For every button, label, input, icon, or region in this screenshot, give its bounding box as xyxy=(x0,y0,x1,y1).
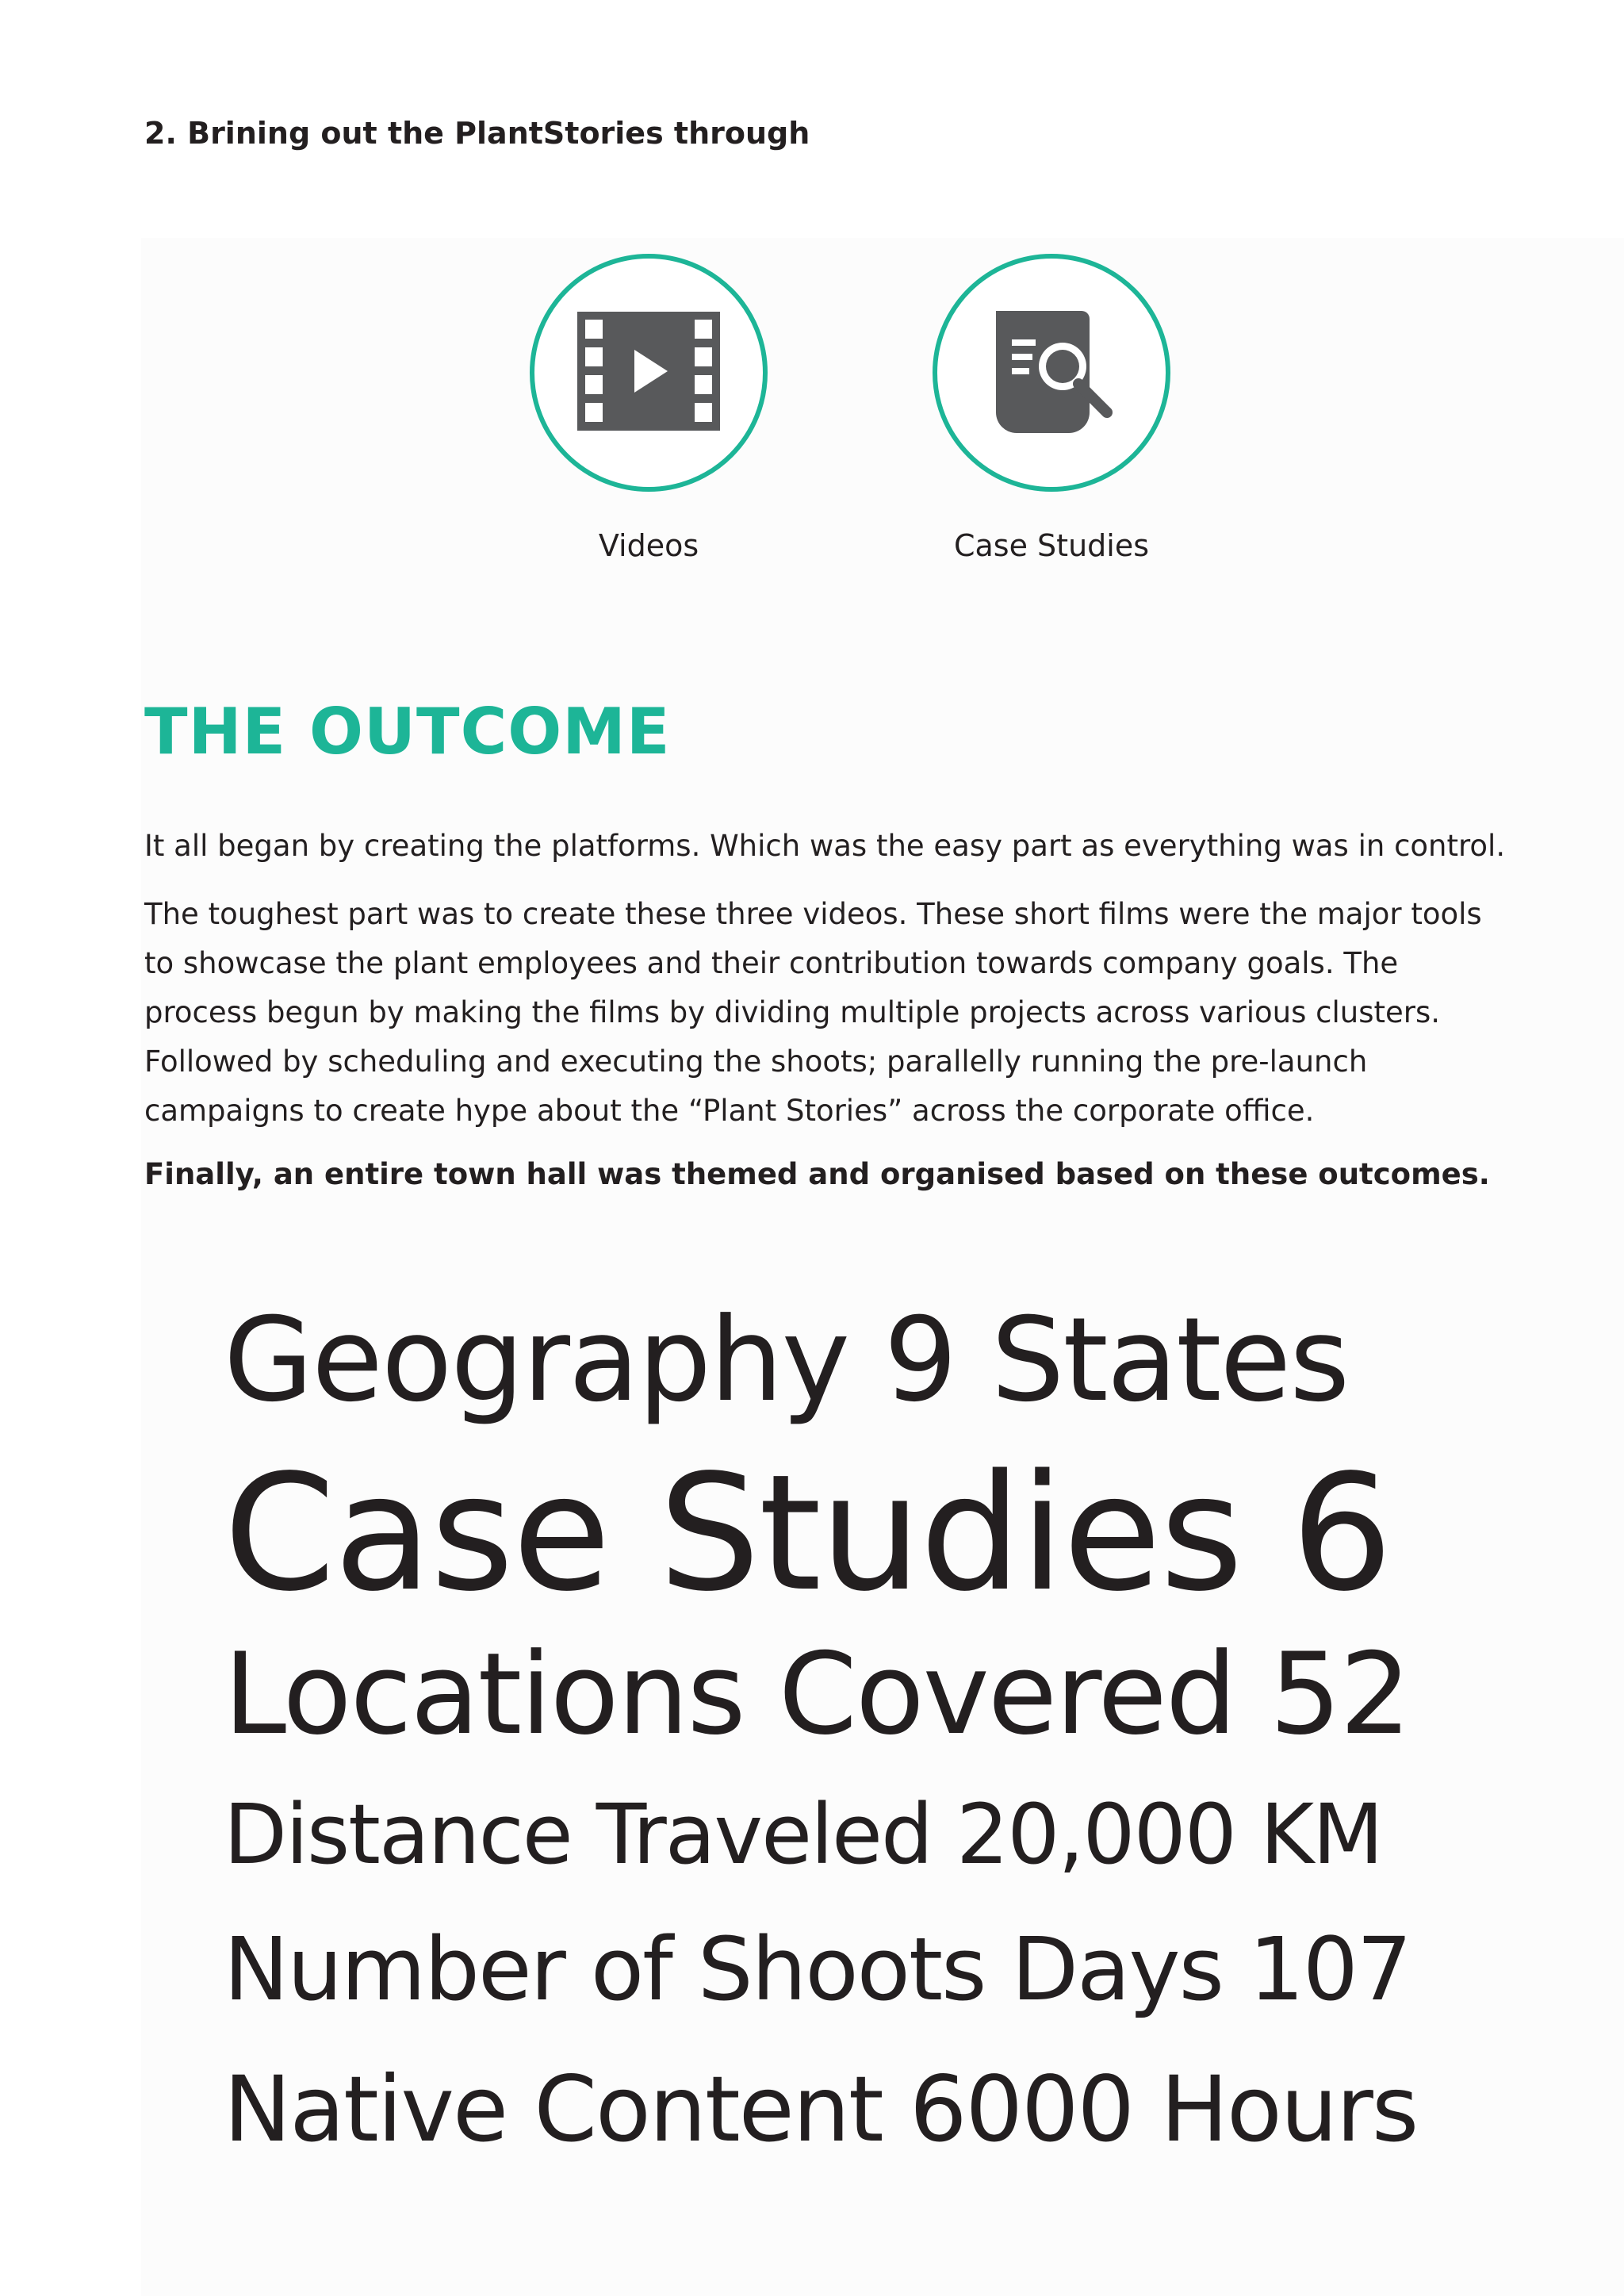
stats-list xyxy=(224,1277,1461,2183)
outcome-closing: Finally, an entire town hall was themed and organised based on these outcomes. xyxy=(144,1157,1490,1191)
lead-heading: 2. Brining out the PlantStories through xyxy=(144,116,810,151)
stat-locations: Locations Covered 52 xyxy=(224,1629,1410,1760)
outcome-title: THE OUTCOME xyxy=(144,695,671,769)
document-search-icon xyxy=(980,308,1123,438)
channel-label-videos: Videos xyxy=(598,528,699,563)
stat-geography: Geography 9 States xyxy=(224,1293,1349,1428)
channel-case-studies xyxy=(925,254,1178,563)
case-studies-icon-ring xyxy=(933,254,1170,492)
channel-label-case-studies: Case Studies xyxy=(953,528,1150,563)
outcome-paragraph-1: It all began by creating the platforms. Which was the easy part as everything was in control. xyxy=(144,829,1506,863)
stat-distance: Distance Traveled 20,000 KM xyxy=(224,1786,1382,1883)
stat-shoot-days: Number of Shoots Days 107 xyxy=(224,1918,1411,2020)
channel-videos xyxy=(522,254,776,563)
stat-native-content: Native Content 6000 Hours xyxy=(224,2056,1418,2162)
video-film-icon xyxy=(577,312,720,434)
outcome-paragraph-2: The toughest part was to create these three videos. These short films were the major tools to showcase the plant employees and their contribution towards company goals. The process begun by making the films by dividing multiple projects across various clusters. Followed by scheduling and executing the shoots; parallelly running the pre-launch campaigns to create hype about the “Plant Stories” across the corporate office. xyxy=(144,897,1482,1128)
stat-case-studies: Case Studies 6 xyxy=(224,1439,1392,1627)
videos-icon-ring xyxy=(530,254,768,492)
